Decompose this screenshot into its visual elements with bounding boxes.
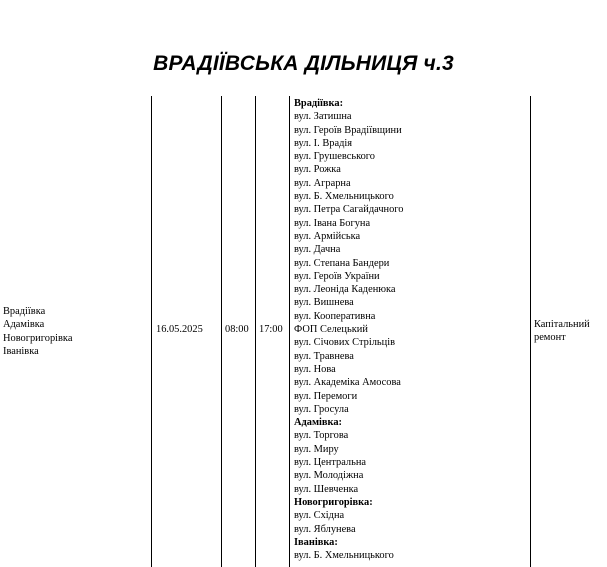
settlement-name: Врадіївка — [3, 306, 46, 317]
settlement-heading: Новогригорівка: — [294, 496, 373, 508]
settlement-name: Новогригорівка — [3, 332, 73, 344]
street-item: вул. Грушевського — [294, 151, 375, 163]
street-item: вул. Степана Бандери — [294, 257, 390, 269]
street-item: вул. Рожка — [294, 164, 341, 176]
street-item: вул. Героїв Врадіївщини — [294, 124, 402, 136]
street-item: вул. Леоніда Каденюка — [294, 284, 396, 296]
settlement-heading: Адамівка: — [294, 417, 343, 429]
street-item: вул. Кооперативна — [294, 310, 376, 322]
settlement-name: Іванівка — [3, 345, 39, 357]
street-item: ФОП Селецький — [294, 324, 368, 336]
column-divider — [151, 96, 152, 567]
settlement-name: Адамівка — [3, 319, 45, 331]
street-item: вул. Академіка Амосова — [294, 377, 401, 389]
settlement-heading: Іванівка: — [294, 536, 338, 548]
street-item: вул. Івана Богуна — [294, 217, 371, 229]
settlement-heading: Врадіївка: — [294, 98, 344, 109]
street-item: вул. Затишна — [294, 111, 352, 123]
street-item: вул. І. Врадія — [294, 137, 353, 149]
street-item: вул. Гросула — [294, 403, 349, 415]
addresses-cell — [294, 97, 404, 562]
street-item: вул. Аграрна — [294, 177, 351, 189]
street-item: вул. Перемоги — [294, 390, 358, 402]
column-divider — [255, 96, 256, 567]
work-type-cell — [534, 318, 606, 345]
work-type-line: ремонт — [534, 332, 566, 344]
work-type-line: Капітальний — [534, 319, 590, 330]
street-item: вул. Армійська — [294, 230, 361, 242]
street-item: вул. Центральна — [294, 457, 367, 469]
street-item: вул. Миру — [294, 443, 339, 455]
street-item: вул. Травнева — [294, 350, 354, 362]
street-item: вул. Нова — [294, 363, 336, 375]
street-item: вул. Молодіжна — [294, 470, 364, 482]
column-divider — [221, 96, 222, 567]
street-item: вул. Вишнева — [294, 297, 354, 309]
street-item: вул. Східна — [294, 510, 345, 522]
street-item: вул. Героїв України — [294, 270, 380, 282]
street-item: вул. Шевченка — [294, 483, 359, 495]
street-item: вул. Яблунева — [294, 523, 356, 535]
street-item: вул. Січових Стрільців — [294, 337, 395, 349]
start-time-cell: 08:00 — [225, 324, 249, 335]
street-item: вул. Б. Хмельницького — [294, 550, 394, 562]
page-title: ВРАДІЇВСЬКА ДІЛЬНИЦЯ ч.3 — [153, 52, 454, 75]
street-item: вул. Б. Хмельницького — [294, 191, 394, 203]
date-cell: 16.05.2025 — [156, 324, 203, 335]
settlements-cell — [3, 305, 72, 358]
street-item: вул. Дачна — [294, 244, 341, 256]
street-item: вул. Петра Сагайдачного — [294, 204, 404, 216]
column-divider — [289, 96, 290, 567]
end-time-cell: 17:00 — [259, 324, 283, 335]
column-divider — [530, 96, 531, 567]
street-item: вул. Торгова — [294, 430, 349, 442]
